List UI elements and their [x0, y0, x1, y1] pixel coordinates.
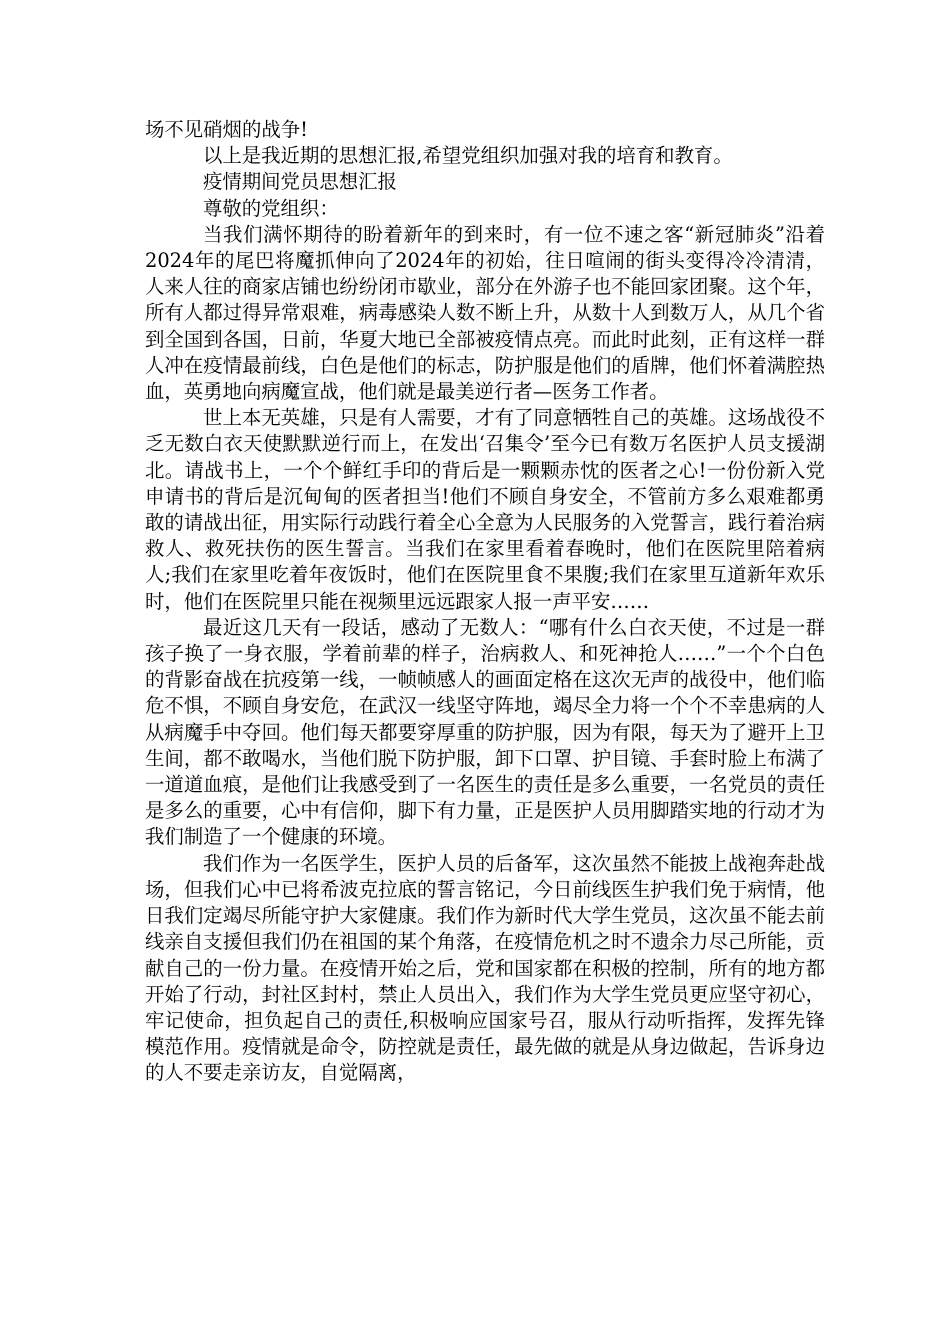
paragraph: 最近这几天有一段话，感动了无数人：“哪有什么白衣天使，不过是一群孩子换了一身衣服，学着前辈的样子，治病救人、和死神抢人……”一个个白色的背影奋战在抗疫第一线，一帧帧感人的画面定格在这次无声的战役中，他们临危不惧，不顾自身安危，在武汉一线坚守阵地，竭尽全力将一个个不幸患病的人从病魔手中夺回。他们每天都要穿厚重的防护服，因为有限，每天为了避开上卫生间，都不敢喝水，当他们脱下防护服，卸下口罩、护目镜、手套时脸上布满了一道道血痕，是他们让我感受到了一名医生的责任是多么重要，一名党员的责任是多么的重要，心中有信仰，脚下有力量，正是医护人员用脚踏实地的行动才为我们制造了一个健康的环境。	[145, 615, 825, 849]
document-title: 疫情期间党员思想汇报	[203, 170, 397, 194]
document-page	[145, 117, 825, 1087]
salutation: 尊敬的党组织：	[203, 196, 339, 220]
paragraph-continuation: 场不见硝烟的战争!	[145, 118, 308, 141]
paragraph: 当我们满怀期待的盼着新年的到来时，有一位不速之客“新冠肺炎”沿着2024年的尾巴将魔抓伸向了2024年的初始，往日喧闹的街头变得冷冷清清，人来人往的商家店铺也纷纷闭市歇业，部分在外游子也不能回家团聚。这个年，所有人都过得异常艰难，病毒感染人数不断上升，从数十人到数万人，从几个省到全国到各国，日前，华夏大地已全部被疫情点亮。而此时此刻，正有这样一群人冲在疫情最前线，白色是他们的标志，防护服是他们的盾牌，他们怀着满腔热血，英勇地向病魔宣战，他们就是最美逆行者—医务工作者。	[145, 222, 825, 404]
paragraph: 世上本无英雄，只是有人需要，才有了同意牺牲自己的英雄。这场战役不乏无数白衣天使默默逆行而上，在发出‘召集令’至今已有数万名医护人员支援湖北。请战书上，一个个鲜红手印的背后是一颗颗赤忱的医者之心!一份份新入党申请书的背后是沉甸甸的医者担当!他们不顾自身安全，不管前方多么艰难都勇敢的请战出征，用实际行动践行着全心全意为人民服务的入党誓言，践行着治病救人、救死扶伤的医生誓言。当我们在家里看着春晚时，他们在医院里陪着病人;我们在家里吃着年夜饭时，他们在医院里食不果腹;我们在家里互道新年欢乐时，他们在医院里只能在视频里远远跟家人报一声平安……	[145, 406, 825, 613]
paragraph: 我们作为一名医学生，医护人员的后备军，这次虽然不能披上战袍奔赴战场，但我们心中已将希波克拉底的誓言铭记，今日前线医生护我们免于病情，他日我们定竭尽所能守护大家健康。我们作为新时代大学生党员，这次虽不能去前线亲自支援但我们仍在祖国的某个角落，在疫情危机之时不遗余力尽己所能，贡献自己的一份力量。在疫情开始之后，党和国家都在积极的控制，所有的地方都开始了行动，封社区封村，禁止人员出入，我们作为大学生党员更应坚守初心，牢记使命，担负起自己的责任,积极响应国家号召，服从行动听指挥，发挥先锋模范作用。疫情就是命令，防控就是责任，最先做的就是从身边做起，告诉身边的人不要走亲访友，自觉隔离，	[145, 851, 825, 1085]
paragraph-closing-remark: 以上是我近期的思想汇报,希望党组织加强对我的培育和教育。	[203, 144, 733, 168]
